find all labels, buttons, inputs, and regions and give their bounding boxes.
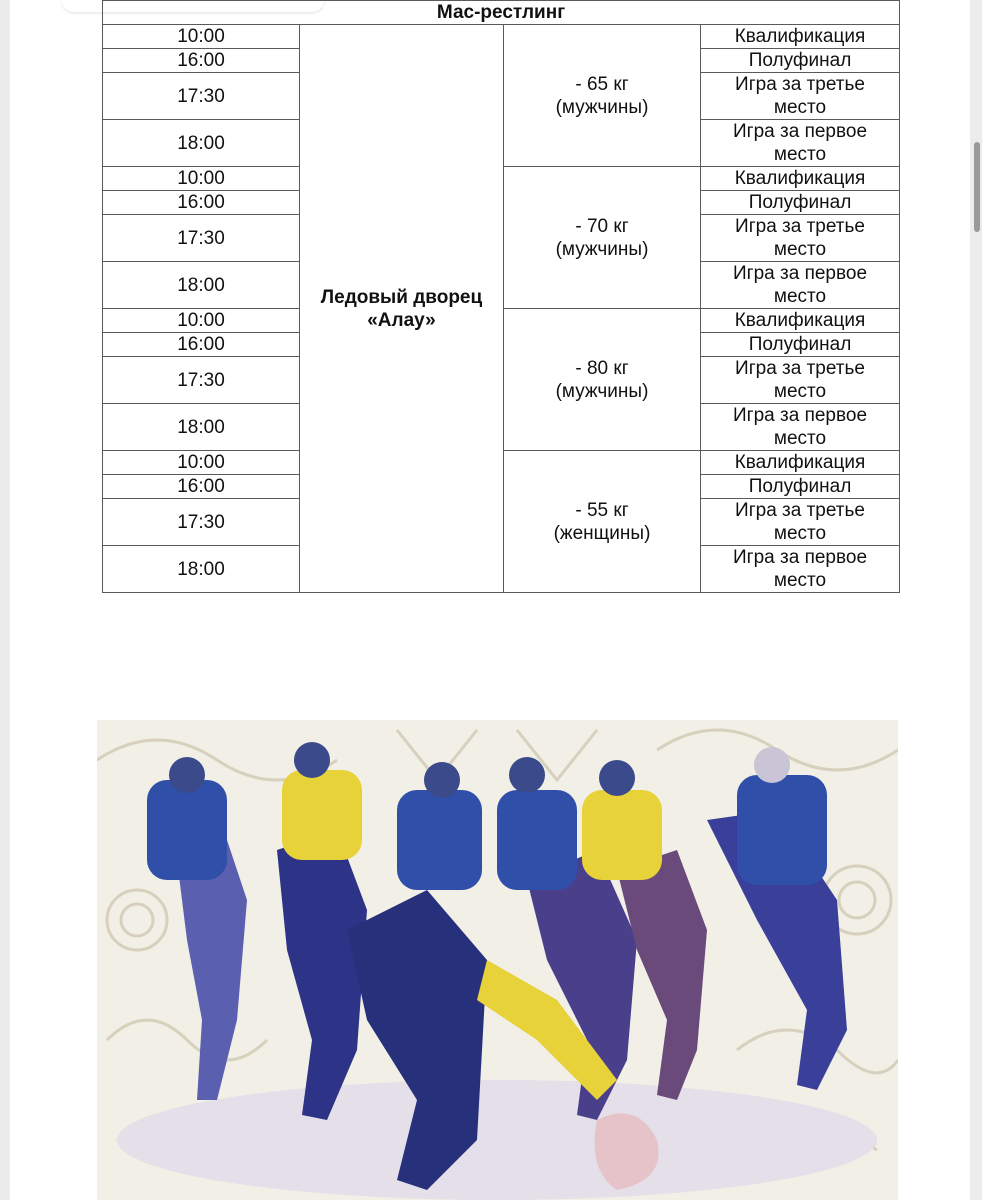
stage-cell: Полуфинал <box>701 49 900 73</box>
stage-cell <box>701 546 900 593</box>
time-cell: 17:30 <box>103 215 300 262</box>
stage-text: место <box>773 144 827 165</box>
stage-text: место <box>773 570 827 591</box>
category-cell <box>504 309 701 451</box>
category-gender: (мужчины) <box>555 380 649 402</box>
category-cell <box>504 167 701 309</box>
time-cell: 18:00 <box>103 120 300 167</box>
schedule-table <box>102 0 900 593</box>
venue-name: Ледовый дворец <box>320 286 483 308</box>
time-cell: 17:30 <box>103 357 300 404</box>
stage-cell: Полуфинал <box>701 333 900 357</box>
stage-text: Игра за первое <box>733 547 868 568</box>
stage-text: Игра за третье <box>735 500 865 521</box>
stage-cell: Полуфинал <box>701 475 900 499</box>
kokpar-illustration <box>97 720 898 1200</box>
time-cell: 17:30 <box>103 73 300 120</box>
category-weight: - 55 кг <box>575 499 629 521</box>
scrollbar-thumb[interactable] <box>974 142 980 232</box>
section-title: Мас-рестлинг <box>103 1 900 25</box>
stage-cell <box>701 404 900 451</box>
rider-group <box>147 742 827 1100</box>
time-cell: 18:00 <box>103 262 300 309</box>
stage-cell <box>701 357 900 404</box>
category-weight: - 80 кг <box>575 357 629 379</box>
category-gender: (женщины) <box>553 522 651 544</box>
venue-quoted-name: «Алау» <box>367 309 436 331</box>
stage-cell: Квалификация <box>701 167 900 191</box>
stage-text: место <box>773 523 827 544</box>
table-row <box>103 25 900 49</box>
category-cell <box>504 451 701 593</box>
time-cell: 18:00 <box>103 404 300 451</box>
time-cell: 17:30 <box>103 499 300 546</box>
stage-text: Игра за первое <box>733 263 868 284</box>
stage-text: место <box>773 381 827 402</box>
stage-cell <box>701 499 900 546</box>
stage-cell <box>701 215 900 262</box>
stage-cell: Квалификация <box>701 451 900 475</box>
stage-text: место <box>773 286 827 307</box>
time-cell: 16:00 <box>103 333 300 357</box>
time-cell: 10:00 <box>103 25 300 49</box>
scrollbar[interactable] <box>970 0 982 1200</box>
stage-text: Игра за третье <box>735 358 865 379</box>
time-cell: 16:00 <box>103 475 300 499</box>
category-cell <box>504 25 701 167</box>
stage-cell <box>701 262 900 309</box>
stage-cell: Полуфинал <box>701 191 900 215</box>
venue-cell <box>300 25 504 593</box>
time-cell: 10:00 <box>103 451 300 475</box>
stage-text: Игра за первое <box>733 121 868 142</box>
time-cell: 10:00 <box>103 309 300 333</box>
stage-cell: Квалификация <box>701 25 900 49</box>
stage-text: место <box>773 97 827 118</box>
stage-cell <box>701 73 900 120</box>
table-title-row <box>103 1 900 25</box>
category-weight: - 65 кг <box>575 73 629 95</box>
stage-text: Игра за третье <box>735 74 865 95</box>
kokpar-horse-riders-icon <box>97 720 898 1200</box>
stage-cell <box>701 120 900 167</box>
stage-text: Игра за первое <box>733 405 868 426</box>
category-gender: (мужчины) <box>555 238 649 260</box>
time-cell: 10:00 <box>103 167 300 191</box>
time-cell: 18:00 <box>103 546 300 593</box>
document-page <box>10 0 970 1200</box>
stage-text: Игра за третье <box>735 216 865 237</box>
category-weight: - 70 кг <box>575 215 629 237</box>
time-cell: 16:00 <box>103 191 300 215</box>
stage-cell: Квалификация <box>701 309 900 333</box>
category-gender: (мужчины) <box>555 96 649 118</box>
time-cell: 16:00 <box>103 49 300 73</box>
stage-text: место <box>773 239 827 260</box>
stage-text: место <box>773 428 827 449</box>
